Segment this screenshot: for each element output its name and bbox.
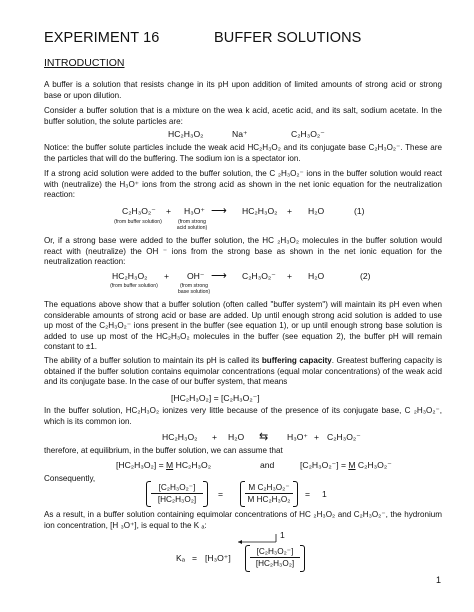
experiment-label: EXPERIMENT 16: [44, 30, 160, 46]
eq5-and: and: [260, 460, 275, 470]
eq7-bracket-right: [300, 545, 305, 572]
eq7-hydronium: [H₃O⁺]: [205, 553, 231, 563]
paragraph-strong-acid: If a strong acid solution were added to the buffer solution, the C ₂H₃O₂⁻ ions in the buffer solution would react with (neutralize) the H₃O⁺ ions from the strong acid as shown in the net ionic equation for the neutralization reaction:: [44, 169, 442, 200]
eq5-base-concentration: [300, 460, 392, 471]
eq4-acid: HC₂H₃O₂: [162, 432, 198, 442]
eq6-bracket-right-2: [293, 481, 298, 507]
eq6-numerator-2: M C₂H₃O₂⁻: [245, 482, 293, 494]
eq1-plus: +: [166, 206, 172, 216]
eq2-arrow: ⟶: [211, 270, 227, 282]
eq4-plus-2: +: [314, 432, 320, 442]
eq7-numerator: [C₂H₃O₂⁻]: [250, 546, 300, 558]
eq4-hydronium: H₃O⁺: [287, 432, 308, 442]
eq1-note-buffer: (from buffer solution): [114, 219, 162, 225]
eq5-right-2: C₂H₃O₂⁻: [355, 460, 392, 470]
paragraph-notice: Notice: the buffer solute particles include the weak acid HC₂H₃O₂ and its conjugate base C₂H₃O₂⁻. These are the particles that will do the buffering. The sodium ion is a spectator ion.: [44, 143, 442, 163]
eq6-denominator-1: [HC₂H₃O₂]: [157, 495, 197, 504]
eq7-one-label: 1: [280, 530, 285, 540]
eq6-equals-1: =: [218, 489, 224, 499]
solute-acetate-ion: C₂H₃O₂⁻: [291, 129, 325, 139]
eq2-reactant-hydroxide: OH⁻: [187, 271, 205, 281]
solute-sodium-ion: Na⁺: [232, 129, 248, 139]
eq2-plus-2: +: [287, 271, 293, 281]
eq6-equals-2: =: [305, 489, 311, 499]
eq6-numerator-1: [C₂H₃O₂⁻]: [151, 482, 203, 494]
eq1-plus-2: +: [287, 206, 293, 216]
eq2-product-water: H₂O: [308, 271, 325, 281]
eq7-equals: =: [192, 553, 198, 563]
eq6-fraction-2: [245, 482, 293, 504]
eq1-reactant-hydronium: H₃O⁺: [184, 206, 205, 216]
buffering-text-1: The ability of a buffer solution to maintain its pH is called its: [44, 356, 262, 365]
eq1-note-acid-line2: acid solution): [176, 225, 208, 231]
eq5-left-2: [C₂H₃O₂⁻] =: [300, 460, 349, 470]
eq5-right-1: HC₂H₃O₂: [173, 460, 212, 470]
paragraph-buffering-capacity: [44, 356, 442, 388]
solute-weak-acid: HC₂H₃O₂: [168, 129, 204, 139]
eq5-molarity-1: M: [166, 460, 174, 470]
eq2-number: (2): [360, 271, 371, 281]
paragraph-buffer-definition: A buffer is a solution that resists change in its pH upon addition of limited amounts of strong acid or strong base or upon dilution.: [44, 80, 442, 100]
eq4-acetate: C₂H₃O₂⁻: [327, 432, 361, 442]
consequently-label: Consequently,: [44, 474, 96, 483]
eq7-pointer-arrow: [236, 530, 280, 544]
paragraph-strong-base: Or, if a strong base were added to the buffer solution, the HC ₂H₃O₂ molecules in the buffer solution would react with (neutralize) the OH ⁻ ions from the strong base as shown in the net ionic equation for the neutralization reaction:: [44, 236, 442, 267]
eq1-number: (1): [354, 206, 365, 216]
eq6-one: 1: [322, 489, 327, 499]
page-number: 1: [436, 575, 442, 585]
buffering-text-2: . Greatest buffering capacity is obtained if the buffer solution contains equimolar concentrations (equal molar concentrations) of the weak acid and its conjugate base. In the case of our buffer system, that means: [44, 356, 442, 387]
eq2-reactant-acid: HC₂H₃O₂: [112, 271, 148, 281]
eq1-note-acid-line1: (from strong: [178, 219, 206, 225]
eq7-fraction: [250, 546, 300, 568]
eq2-note-base-line2: base solution): [177, 289, 211, 295]
eq2-plus: +: [164, 271, 170, 281]
eq1-product-water: H₂O: [308, 206, 325, 216]
eq2-note-base-line1: (from strong: [180, 283, 208, 289]
paragraph-result: As a result, in a buffer solution containing equimolar concentrations of HC ₂H₃O₂ and C₂H₃O₂⁻, the hydronium ion concentration, [H ₃O⁺], is equal to the K ₐ:: [44, 510, 442, 530]
eq4-equilibrium-arrow: ⇆: [259, 431, 269, 443]
eq5-acid-concentration: [116, 460, 211, 470]
eq1-arrow: ⟶: [211, 205, 227, 217]
eq-equimolar: [HC₂H₃O₂] = [C₂H₃O₂⁻]: [171, 393, 260, 403]
section-heading: INTRODUCTION: [44, 57, 125, 69]
eq6-denominator-2: M HC₂H₃O₂: [247, 495, 291, 504]
eq4-water: H₂O: [228, 432, 245, 442]
paragraph-common-ion: In the buffer solution, HC₂H₃O₂ ionizes very little because of the presence of its conjugate base, C ₂H₃O₂⁻, which is its common ion.: [44, 406, 442, 426]
paragraph-buffer-mixture: Consider a buffer solution that is a mixture on the wea k acid, acetic acid, and its salt, sodium acetate. In the buffer solution, the solute particles are:: [44, 106, 442, 126]
eq6-fraction-1: [151, 482, 203, 504]
eq7-denominator: [HC₂H₃O₂]: [255, 559, 295, 568]
eq2-product-acetate: C₂H₃O₂⁻: [242, 271, 276, 281]
eq1-reactant-acetate: C₂H₃O₂⁻: [122, 206, 156, 216]
paragraph-buffer-system: The equations above show that a buffer solution (often called "buffer system") will maintain its pH even when considerable amounts of strong acid or base are added. Up until enough strong acid solution is added to use up most of the C₂H₃O₂⁻ ions present in the buffer (see equation 1), or up until enough strong base solution is added to use up most of the HC₂H₃O₂ molecules in the buffer (see equation 2), the buffer pH will remain constant to ±1.: [44, 300, 442, 352]
buffering-capacity-term: buffering capacity: [261, 356, 332, 365]
eq5-left-1: [HC₂H₃O₂] =: [116, 460, 167, 470]
page-title: BUFFER SOLUTIONS: [214, 30, 362, 46]
eq7-ka: Kₐ: [176, 553, 185, 563]
eq4-plus: +: [212, 432, 218, 442]
eq1-product-acid: HC₂H₃O₂: [242, 206, 278, 216]
eq6-bracket-right-1: [203, 481, 208, 507]
eq5-molarity-2: M: [348, 460, 356, 470]
eq2-note-buffer: (from buffer solution): [110, 283, 158, 289]
paragraph-equilibrium: therefore, at equilibrium, in the buffer solution, we can assume that: [44, 446, 283, 455]
